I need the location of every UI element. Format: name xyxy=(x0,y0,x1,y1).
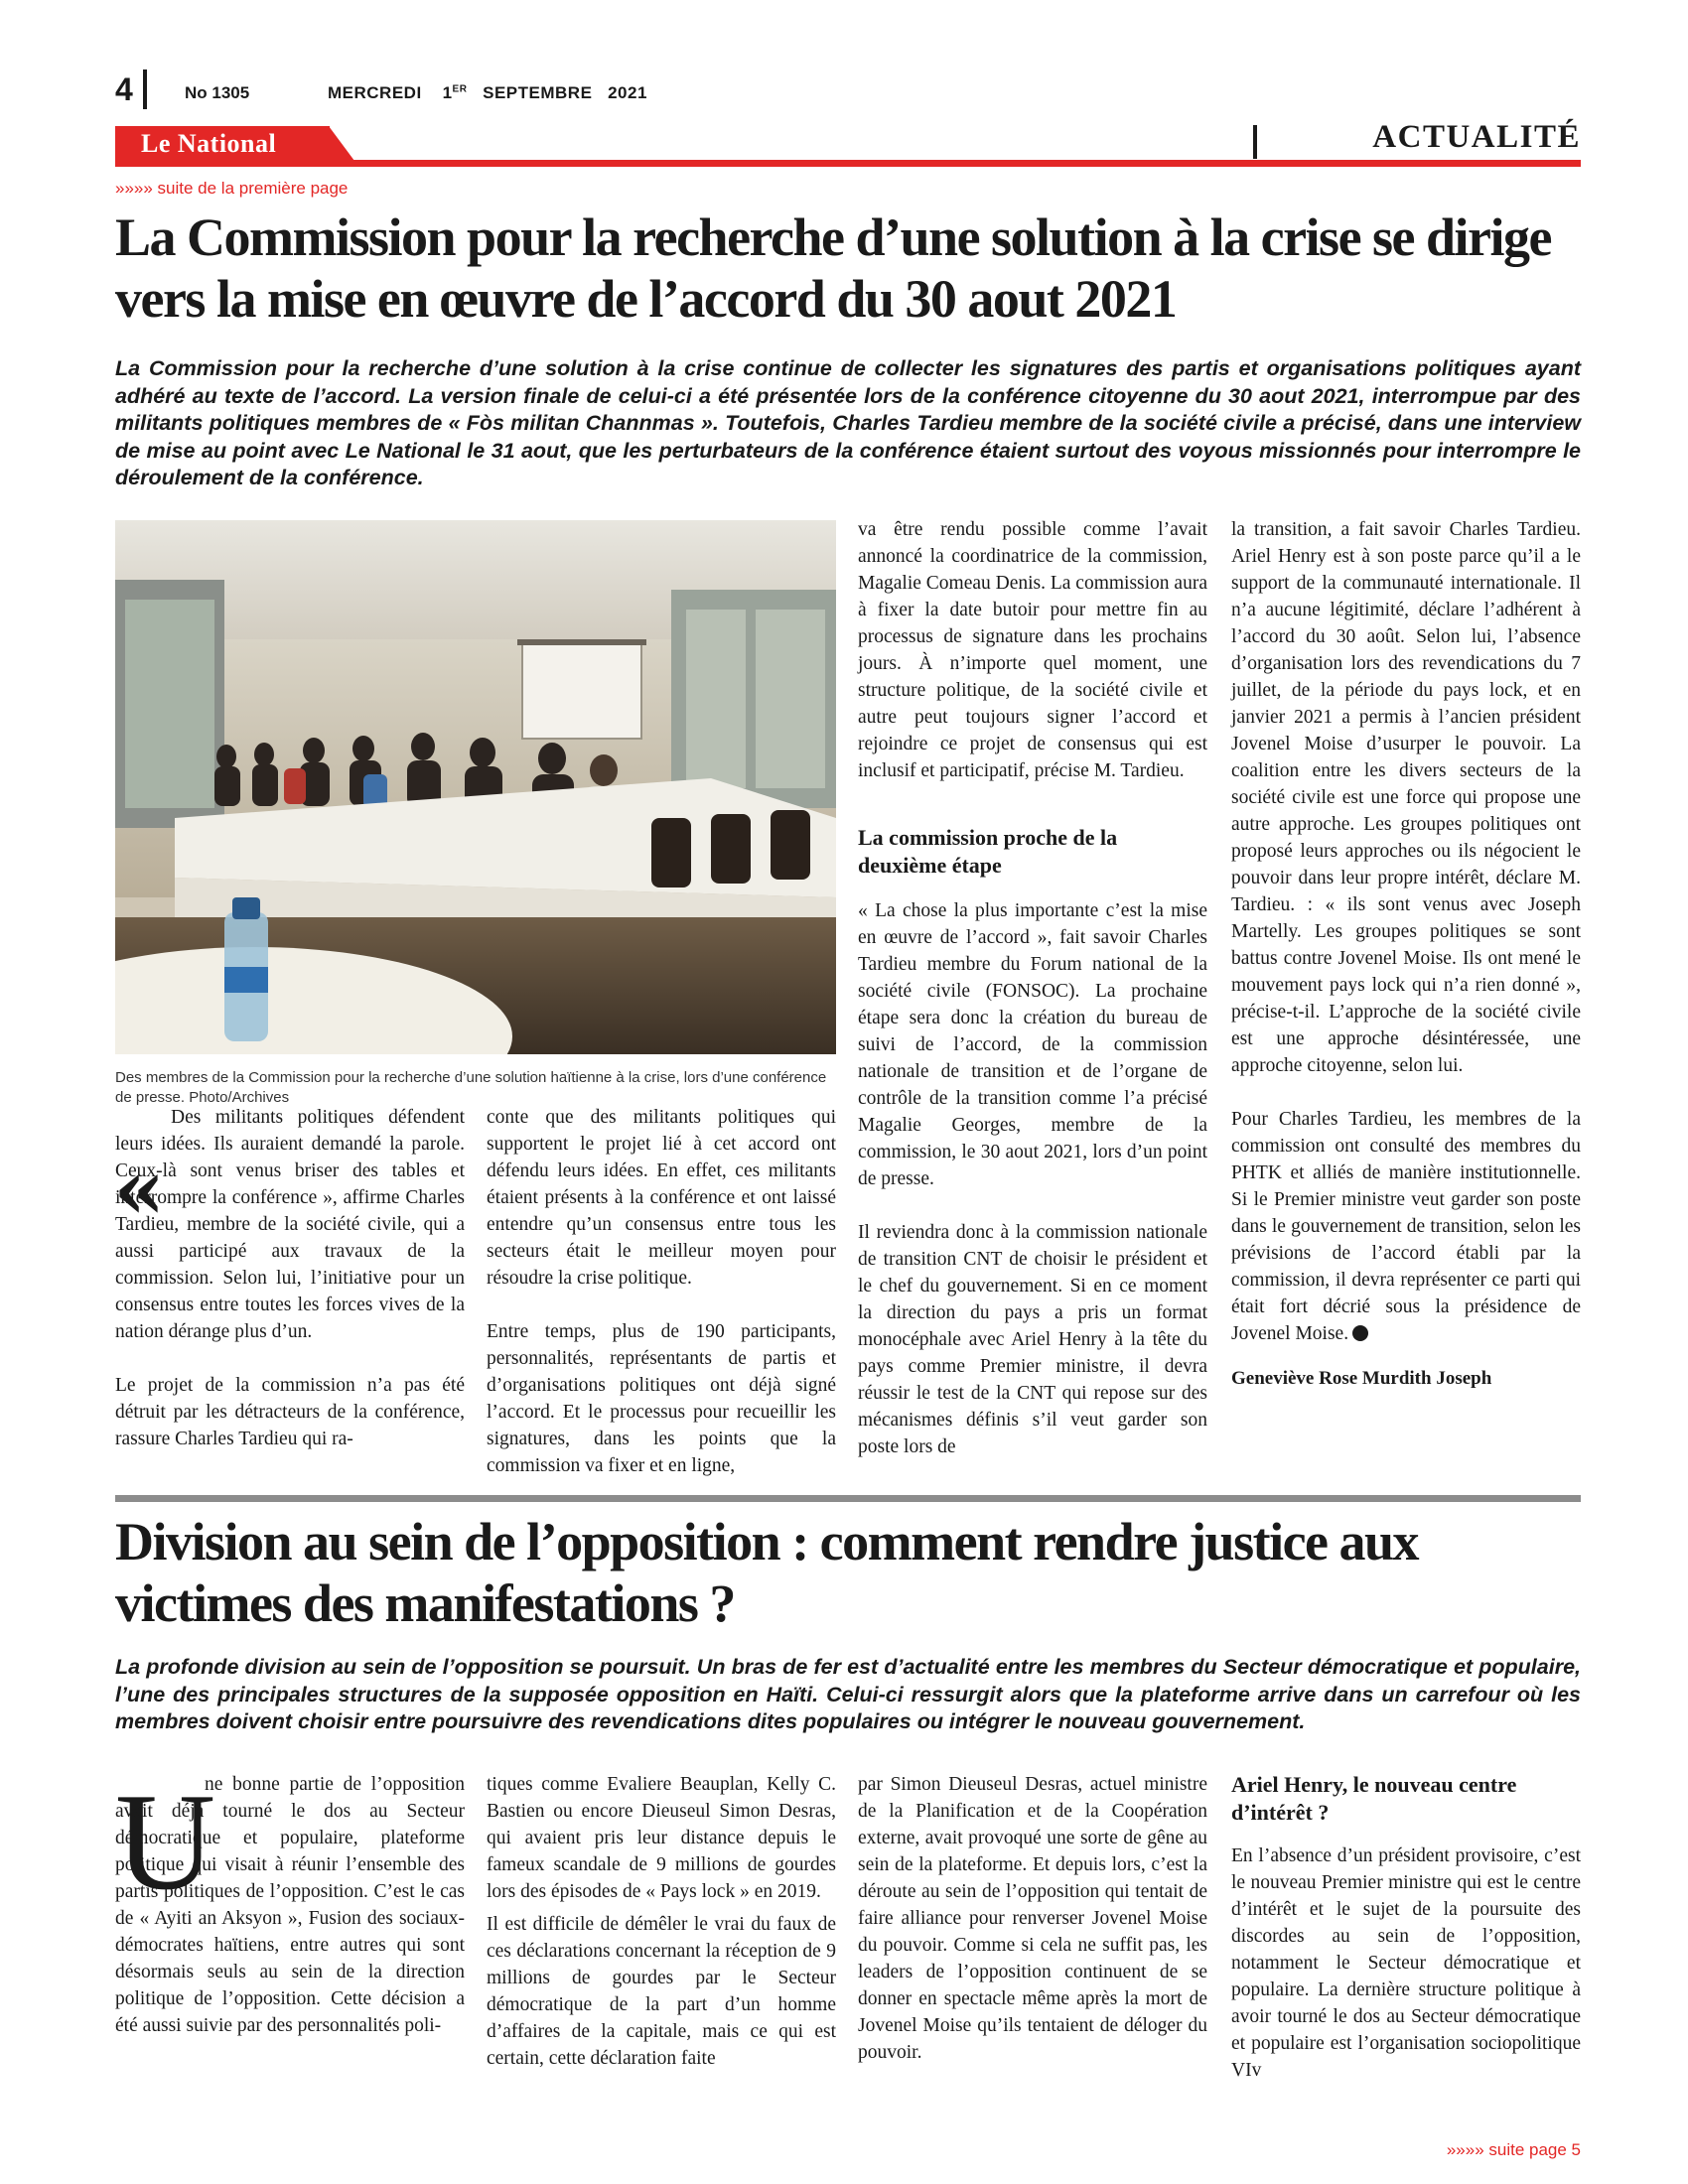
article1-column-3 xyxy=(858,516,1207,1460)
article1-column-1 xyxy=(115,1104,465,1452)
article1-lede: La Commission pour la recherche d’une solution à la crise continue de collecter les signatures des partis et organisations politiques ayant adhéré au texte de l’accord. La version finale de celui-ci a été présentée lors de la conférence citoyenne du 30 aout 2021, interrompue par des militants politiques membres de « Fòs militan Channmas ». Toutefois, Charles Tardieu membre de la société civile a précisé, dans une interview de mise au point avec Le National le 31 aout, que les perturbateurs de la conférence étaient surtout des voyous missionnés pour interrompre le déroulement de la conférence. xyxy=(115,356,1581,489)
article2-c1-p1: ne bonne partie de l’opposition avait déjà tourné le dos au Secteur démocratique et populaire, plateforme politique qui visait à réunir l’ensemble des partis politiques de l’opposition. C’est le cas de « Ayiti an Aksyon », Fusion des sociaux-démocrates haïtiens, entre autres qui sont désormais seuls au sein de la direction politique de l’opposition. Cette décision a été aussi suivie par des personnalités poli- xyxy=(115,1774,465,2036)
date-rest: SEPTEMBRE 2021 xyxy=(483,83,647,102)
article-divider xyxy=(115,1495,1581,1502)
date-num: 1 xyxy=(442,83,453,102)
article2-c2-p2: Il est difficile de démêler le vrai du faux de ces déclarations concernant la réception de 9 millions de gourdes par le Secteur démocratique de la part d’un homme d’affaires de la capitale, mais ce qui est certain, cette déclaration faite xyxy=(487,1914,836,2069)
article2-column-3 xyxy=(858,1771,1207,2066)
article1-c4-p1: la transition, a fait savoir Charles Tardieu. Ariel Henry est à son poste parce qu’il a le support de la communauté internationale. Il n’a aucune légitimité, déclare l’adhérent à l’accord du 30 août. Selon lui, l’absence d’organisation lors des revendications du 7 juillet, de la période du pays lock, et en janvier 2021 a permis à l’ancien président Jovenel Moise d’usurper le pouvoir. La coalition entre les divers secteurs de la société civile est une force qui propose une autre approche. Les groupes politiques ont proposé leurs approches ou ils négocient le pouvoir dans leur propre intérêt, déclare M. Tardieu. : « ils sont venus avec Joseph Martelly. Les groupes politiques se sont battus contre Jovenel Moise. Ils ont mené le mouvement pays lock qui n’a rien donné », précise-t-il. L’approche de la société civile est une approche désintéressée, une approche citoyenne, selon lui. xyxy=(1231,519,1581,1076)
article1-c4-p2: Pour Charles Tardieu, les membres de la commission ont consulté des membres du PHTK et alliés de manière institutionnelle. Si le Premier ministre veut garder son poste dans le gouvernement de transition, selon les prévisions de l’accord établi par la commission, il devra représenter ce parti qui était fort décrié sous la présidence de Jovenel Moise. xyxy=(1231,1109,1581,1344)
article1-column-2 xyxy=(487,1104,836,1479)
brand-banner-tail xyxy=(329,126,354,161)
date-sup: ER xyxy=(452,83,468,95)
article1-headline: La Commission pour la recherche d’une solution à la crise se dirige vers la mise en œuvre de l’accord du 30 aout 2021 xyxy=(115,207,1551,329)
article1-c3-p2: « La chose la plus importante c’est la mise en œuvre de l’accord », fait savoir Charles Tardieu membre du Forum national de la société civile (FONSOC). La prochaine étape sera donc la création du bureau de suivi de l’accord, de la commission nationale de transition et de l’organe de contrôle de la transition comme l’a précisé Magalie Georges, membre de la commission, le 30 aout 2021, lors d’un point de presse. xyxy=(858,900,1207,1189)
article1-c3-p3: Il reviendra donc à la commission nationale de transition CNT de choisir le président et le chef du gouvernement. Si en ce moment la direction du pays a pris un format monocéphale avec Ariel Henry à la tête du pays comme Premier ministre, il devra réussir le test de la CNT qui repose sur des mécanismes définis s’il veut garder son poste lors de xyxy=(858,1222,1207,1457)
page-number: 4 xyxy=(115,71,133,107)
article2-column-2 xyxy=(487,1771,836,2072)
photo-caption: Des membres de la Commission pour la recherche d’une solution haïtienne à la crise, lors d’une conférence de presse. Photo/Archives xyxy=(115,1069,827,1106)
article1-c2-p2: Entre temps, plus de 190 participants, personnalités, représentants de partis et d’organisations politiques ont déjà signé l’accord. Et le processus pour recueillir les signatures, dans les points que la commission va fixer et en ligne, xyxy=(487,1321,836,1476)
brand-name: Le National xyxy=(141,129,277,158)
article2-c2-p1: tiques comme Evaliere Beauplan, Kelly C. Bastien ou encore Dieuseul Simon Desras, qui avaient pris leur distance depuis le fameux scandale de 9 millions de gourdes lors des épisodes de « Pays lock » en 2019. xyxy=(487,1774,836,1902)
article1-byline: Geneviève Rose Murdith Joseph xyxy=(1231,1368,1492,1389)
article2-subhead: Ariel Henry, le nouveau centre d’intérêt ? xyxy=(1231,1772,1517,1825)
header-divider xyxy=(143,69,147,109)
article2-headline: Division au sein de l’opposition : comment rendre justice aux victimes des manifestations ? xyxy=(115,1512,1419,1633)
continued-on-page[interactable]: »»»» suite page 5 xyxy=(1446,2140,1581,2159)
article2-lede: La profonde division au sein de l’opposition se poursuit. Un bras de fer est d’actualité entre les membres du Secteur démocratique et populaire, l’une des principales structures de la supposée opposition en Haïti. Celui-ci ressurgit alors que la plateforme arrive dans un carrefour où les membres doivent choisir entre poursuivre des revendications dites populaires ou intégrer le nouveau gouvernement. xyxy=(115,1655,1581,1733)
article2-c4-p1: En l’absence d’un président provisoire, c’est le nouveau Premier ministre qui est le centre d’intérêt et le sujet de la poursuite des discordes au sein de l’opposition, notamment le Secteur démocratique et populaire. La dernière structure politique à avoir tourné le dos au Secteur démocratique et populaire est l’organisation sociopolitique VIv xyxy=(1231,1845,1581,2081)
article2-c3-p1: par Simon Dieuseul Desras, actuel ministre de la Planification et de la Coopération externe, avait provoqué une sorte de gêne au sein de la plateforme. Et depuis lors, c’est la déroute au sein de l’opposition qui tentait de faire alliance pour renverser Jovenel Moise du pouvoir. Comme si cela ne suffit pas, les leaders de l’opposition continuent de se donner en spectacle même après la mort de Jovenel Moise qu’ils tentaient de déloger du pouvoir. xyxy=(858,1774,1207,2063)
article1-photo xyxy=(115,520,836,1054)
end-of-article-mark xyxy=(1352,1325,1368,1341)
article1-subhead: La commission proche de la deuxième étape xyxy=(858,825,1118,878)
article1-c2-p1: conte que des militants politiques qui supportent le projet lié à cet accord ont défendu leurs idées. En effet, ces militants étaient présents à la conférence et ont laissé entendre qu’un consensus entre tous les secteurs était le meilleur moyen pour résoudre la crise politique. xyxy=(487,1107,836,1289)
continued-from: »»»» suite de la première page xyxy=(115,179,349,198)
article1-c1-p1: Des militants politiques défendent leurs idées. Ils auraient demandé la parole. Ceux-là sont venus briser des tables et interrompre la conférence », affirme Charles Tardieu, membre de la société civile, qui a aussi participé aux travaux de la commission. Selon lui, l’initiative pour un consensus entre toutes les forces vives de la nation dérange plus d’un. xyxy=(115,1107,465,1342)
section-divider xyxy=(1253,125,1257,159)
section-title: ACTUALITÉ xyxy=(1372,119,1581,155)
header-red-rule xyxy=(115,160,1581,167)
article1-c3-p1: va être rendu possible comme l’avait annoncé la coordinatrice de la commission, Magalie Comeau Denis. La commission aura à fixer la date butoir pour mettre fin au processus de signature dans les prochains jours. À n’importe quel moment, une structure politique, de la société civile et autre peut toujours signer l’accord et rejoindre ce projet de consensus qui est inclusif et participatif, précise M. Tardieu. xyxy=(858,519,1207,781)
date-day: MERCREDI xyxy=(328,83,422,102)
drop-cap: U xyxy=(115,1765,216,1919)
issue-date xyxy=(328,83,647,103)
quote-mark: « xyxy=(113,1140,166,1238)
article1-c1-p2: Le projet de la commission n’a pas été détruit par les détracteurs de la conférence, rassure Charles Tardieu qui ra- xyxy=(115,1375,465,1449)
article1-column-4 xyxy=(1231,516,1581,1392)
article2-column-4 xyxy=(1231,1771,1581,2084)
issue-number: No 1305 xyxy=(185,83,250,102)
article2-column-1 xyxy=(115,1765,465,2039)
